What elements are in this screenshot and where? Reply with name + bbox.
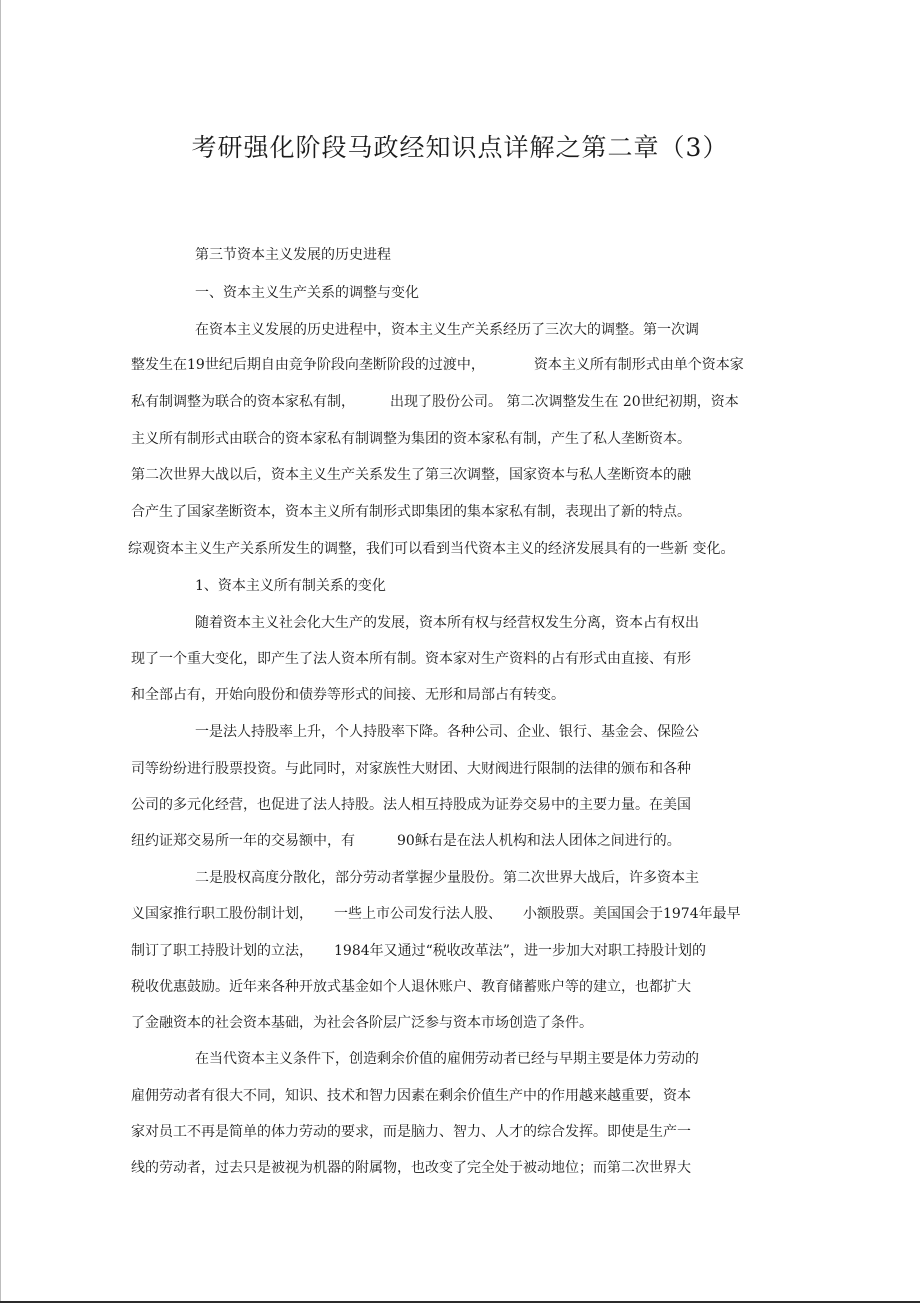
paragraph-line: 随着资本主义社会化大生产的发展，资本所有权与经营权发生分离，资本占有权出 xyxy=(195,615,699,631)
paragraph-line: 一是法人持股率上升，个人持股率下降。各种公司、企业、银行、基金会、保险公 xyxy=(195,724,699,740)
paragraph-line: 现了一个重大变化，即产生了法人资本所有制。资本家对生产资料的占有形式由直接、有形 xyxy=(131,651,691,667)
paragraph-line: 在资本主义发展的历史进程中，资本主义生产关系经历了三次大的调整。第一次调 xyxy=(195,322,699,338)
page-left-edge xyxy=(0,0,1,1303)
section-heading: 第三节资本主义发展的历史进程 xyxy=(195,247,391,263)
paragraph-line: 纽约证郑交易所一年的交易额中，有 90稣右是在法人机构和法人团体之间进行的。 xyxy=(131,833,681,849)
paragraph-line: 综观资本主义生产关系所发生的调整，我们可以看到当代资本主义的经济发展具有的一些新 变化。 xyxy=(128,541,735,557)
paragraph-line: 家对员工不再是简单的体力劳动的要求，而是脑力、智力、人才的综合发挥。即使是生产一 xyxy=(131,1124,691,1140)
paragraph-line: 雇佣劳动者有很大不同，知识、技术和智力因素在剩余价值生产中的作用越来越重要，资本 xyxy=(131,1088,691,1104)
paragraph-line: 主义所有制形式由联合的资本家私有制调整为集团的资本家私有制，产生了私人垄断资本。 xyxy=(131,431,691,447)
paragraph-line: 线的劳动者，过去只是被视为机器的附属物，也改变了完全处于被动地位；而第二次世界大 xyxy=(131,1160,691,1176)
paragraph-line: 合产生了国家垄断资本，资本主义所有制形式即集团的集本家私有制，表现出了新的特点。 xyxy=(131,504,691,520)
paragraph-line: 整发生在19世纪后期自由竞争阶段向垄断阶段的过渡中， 资本主义所有制形式由单个资本家 xyxy=(131,357,744,373)
paragraph-line: 税收优惠鼓励。近年来各种开放式基金如个人退休账户、教育储蓄账户等的建立，也都扩大 xyxy=(131,979,691,995)
paragraph-line: 制订了职工持股计划的立法， 1984年又通过“税收改革法”，进一步加大对职工持股计划的 xyxy=(131,943,706,959)
paragraph-line: 和全部占有，开始向股份和债券等形式的间接、无形和局部占有转变。 xyxy=(131,687,565,703)
document-title: 考研强化阶段马政经知识点详解之第二章（3） xyxy=(191,133,729,162)
paragraph-line: 司等纷纷进行股票投资。与此同时，对家族性大财团、大财阀进行限制的法律的颁布和各种 xyxy=(131,761,691,777)
paragraph-line: 义国家推行职工股份制计划， 一些上市公司发行法人股、 小额股票。美国国会于1974年最早 xyxy=(131,906,741,922)
subsection-heading: 一、资本主义生产关系的调整与变化 xyxy=(195,285,419,301)
paragraph-line: 二是股权高度分散化，部分劳动者掌握少量股份。第二次世界大战后，许多资本主 xyxy=(195,870,699,886)
paragraph-line: 第二次世界大战以后，资本主义生产关系发生了第三次调整，国家资本与私人垄断资本的融 xyxy=(131,467,691,483)
paragraph-line: 了金融资本的社会资本基础，为社会各阶层广泛参与资本市场创造了条件。 xyxy=(131,1015,593,1031)
paragraph-line: 公司的多元化经营，也促进了法人持股。法人相互持股成为证券交易中的主要力量。在美国 xyxy=(131,797,691,813)
paragraph-line: 私有制调整为联合的资本家私有制， 出现了股份公司。 第二次调整发生在 20世纪初期，资本 xyxy=(131,394,739,410)
paragraph-line: 在当代资本主义条件下，创造剩余价值的雇佣劳动者已经与早期主要是体力劳动的 xyxy=(195,1051,699,1067)
subsection-heading: 1、资本主义所有制关系的变化 xyxy=(195,578,386,594)
